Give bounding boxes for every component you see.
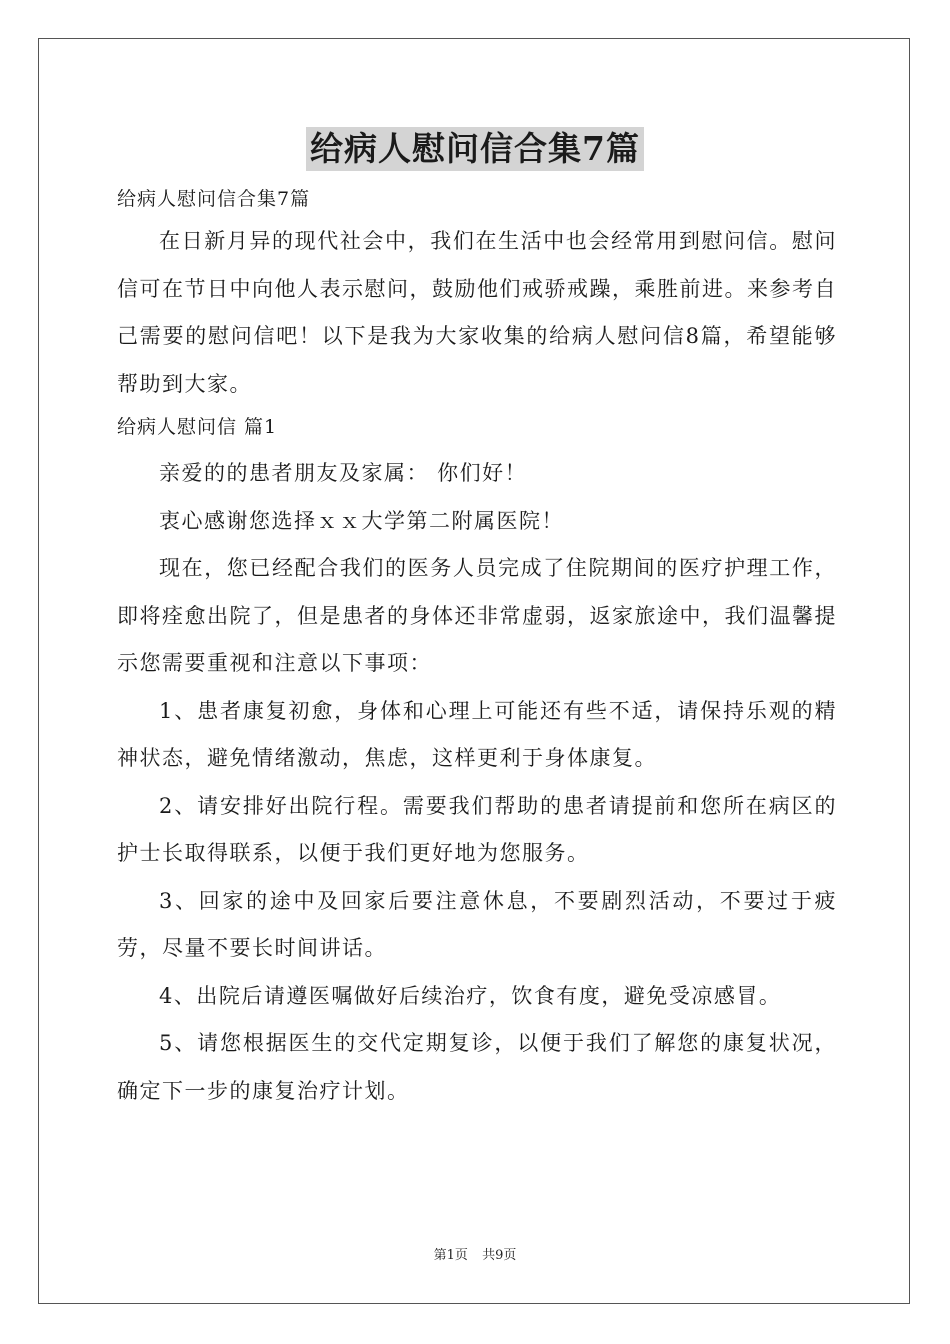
- notice-item-4: 4、出院后请遵医嘱做好后续治疗，饮食有度，避免受凉感冒。: [159, 983, 782, 1008]
- body-paragraph: 现在，您已经配合我们的医务人员完成了住院期间的医疗护理工作，即将痊愈出院了，但是患者的身体还非常虚弱，返家旅途中，我们温馨提示您需要重视和注意以下事项：: [117, 556, 837, 675]
- document-title-wrapper: [0, 127, 950, 171]
- document-body: [117, 180, 837, 1115]
- thanks-paragraph: 衷心感谢您选择ｘｘ大学第二附属医院！: [159, 508, 564, 533]
- document-subtitle: 给病人慰问信合集7篇: [117, 188, 311, 210]
- intro-paragraph: 在日新月异的现代社会中，我们在生活中也会经常用到慰问信。慰问信可在节日中向他人表示慰问，鼓励他们戒骄戒躁，乘胜前进。来参考自己需要的慰问信吧！以下是我为大家收集的给病人慰问信8篇，希望能够帮助到大家。: [117, 229, 837, 396]
- document-title: 给病人慰问信合集7篇: [306, 127, 644, 171]
- section-heading: 给病人慰问信 篇1: [117, 416, 278, 438]
- notice-item-5: 5、请您根据医生的交代定期复诊，以便于我们了解您的康复状况，确定下一步的康复治疗计划。: [117, 1031, 837, 1103]
- greeting-paragraph: 亲爱的的患者朋友及家属： 你们好！: [159, 461, 528, 485]
- notice-item-2: 2、请安排好出院行程。需要我们帮助的患者请提前和您所在病区的护士长取得联系，以便于我们更好地为您服务。: [117, 793, 837, 865]
- notice-item-1: 1、患者康复初愈，身体和心理上可能还有些不适，请保持乐观的精神状态，避免情绪激动，焦虑，这样更利于身体康复。: [117, 698, 837, 770]
- page-footer: [0, 1247, 950, 1265]
- notice-item-3: 3、回家的途中及回家后要注意休息，不要剧烈活动，不要过于疲劳，尽量不要长时间讲话。: [117, 888, 837, 960]
- page-total: 共9页: [482, 1248, 517, 1263]
- page-number: 第1页: [433, 1248, 468, 1263]
